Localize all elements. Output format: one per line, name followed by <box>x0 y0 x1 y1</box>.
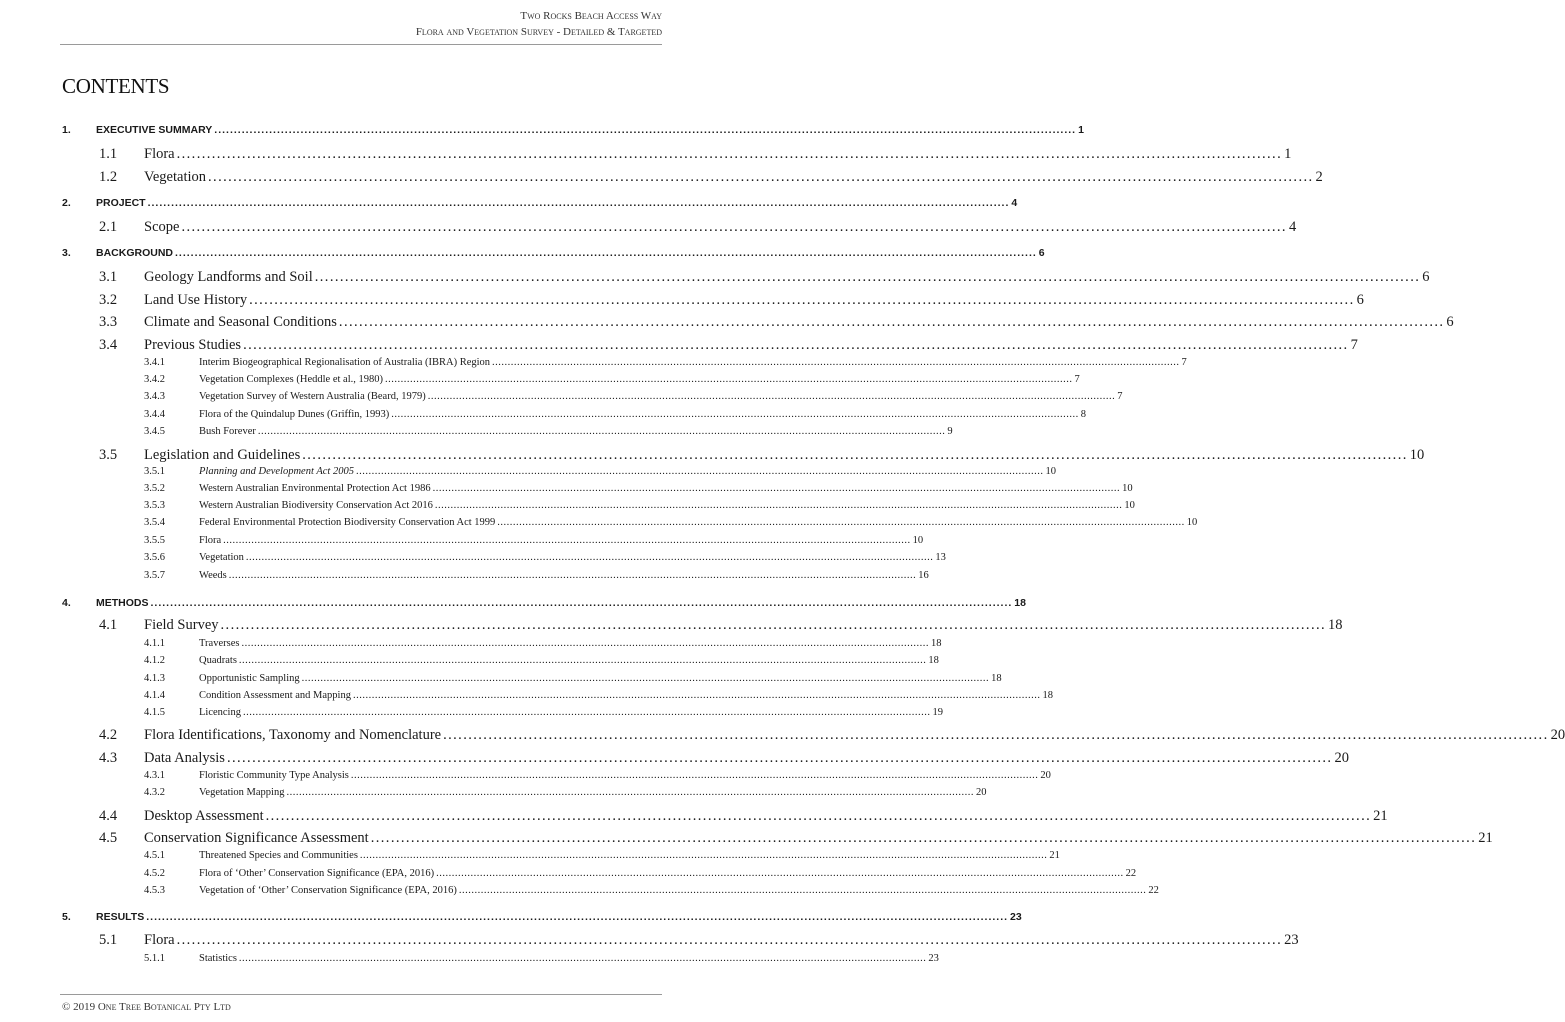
toc-entry-number: 3.5.1 <box>144 466 165 477</box>
toc-entry-number: 4.1 <box>99 617 118 633</box>
toc-entry[interactable] <box>62 535 924 549</box>
footer-divider <box>60 994 662 995</box>
toc-entry-number: 3.1 <box>99 269 118 285</box>
toc-entry-title: Flora of the Quindalup Dunes (Griffin, 1993) <box>199 409 390 420</box>
toc-entry-page: 21 <box>1049 850 1060 861</box>
toc-entry-title: Vegetation <box>144 169 207 185</box>
toc-entry-page: 6 <box>1356 292 1364 308</box>
toc-entry-title: Data Analysis <box>144 750 225 766</box>
toc-entry[interactable] <box>62 707 943 721</box>
toc-entry[interactable] <box>62 868 1137 882</box>
toc-leader-dots: ............................................................................................................................................................................................................................ <box>497 517 1185 528</box>
toc-entry-page: 10 <box>912 535 924 546</box>
toc-entry-title: Flora of ‘Other’ Conservation Significance (EPA, 2016) <box>199 868 435 879</box>
toc-entry[interactable] <box>62 169 1323 189</box>
header-document-title: Two Rocks Beach Access Way <box>520 10 662 22</box>
toc-leader-dots: ............................................................................................................................................................................................................................ <box>458 885 1147 896</box>
toc-entry-title: Vegetation Mapping <box>199 787 285 798</box>
toc-entry-page: 18 <box>991 673 1002 684</box>
toc-entry-title: Vegetation of ‘Other’ Conservation Significance (EPA, 2016) <box>199 885 457 896</box>
toc-entry-number: 3.4.1 <box>144 357 165 368</box>
toc-leader-dots: ............................................................................................................................................................................................................................ <box>238 655 927 666</box>
toc-leader-dots: ............................................................................................................................................................................................................................ <box>176 932 1283 948</box>
toc-entry-page: 10 <box>1045 466 1056 477</box>
toc-entry[interactable] <box>62 426 953 440</box>
toc-entry[interactable] <box>62 655 939 669</box>
toc-entry-title: Climate and Seasonal Conditions <box>144 314 337 330</box>
toc-entry[interactable] <box>62 447 1425 467</box>
toc-entry-title: Traverses <box>199 638 240 649</box>
toc-entry[interactable] <box>62 690 1053 704</box>
toc-entry-page: 7 <box>1181 357 1187 368</box>
toc-entry-number: 5.1.1 <box>144 953 165 964</box>
toc-leader-dots: ............................................................................................................................................................................................................................ <box>181 219 1287 235</box>
toc-leader-dots: ............................................................................................................................................................................................................................ <box>492 357 1180 368</box>
toc-entry-title: Threatened Species and Communities <box>199 850 358 861</box>
toc-entry-title: Previous Studies <box>144 337 242 353</box>
toc-leader-dots: ............................................................................................................................................................................................................................ <box>338 314 1445 330</box>
toc-leader-dots: ............................................................................................................................................................................................................................ <box>220 617 1327 633</box>
toc-leader-dots: ............................................................................................................................................................................................................................ <box>385 374 1073 385</box>
toc-entry-number: 4.5.2 <box>144 868 165 879</box>
toc-entry[interactable] <box>62 570 929 584</box>
toc-entry[interactable] <box>62 911 1022 925</box>
toc-entry-title: Licencing <box>199 707 241 718</box>
toc-leader-dots: ............................................................................................................................................................................................................................ <box>241 638 929 649</box>
toc-entry-page: 22 <box>1125 868 1137 879</box>
toc-entry-number: 4.1.4 <box>144 690 165 701</box>
toc-entry-number: 3.4.5 <box>144 426 165 437</box>
header-document-subtitle: Flora and Vegetation Survey - Detailed & Targeted <box>415 26 662 38</box>
toc-entry-title: Flora <box>144 932 175 948</box>
toc-entry-title: Federal Environmental Protection Biodiversity Conservation Act 1999 <box>199 517 496 528</box>
toc-leader-dots: ............................................................................................................................................................................................................................ <box>257 426 946 437</box>
toc-entry-title: Land Use History <box>144 292 248 308</box>
toc-entry-page: 16 <box>918 570 929 581</box>
page-title: CONTENTS <box>62 74 170 98</box>
toc-entry-number: 4.5 <box>99 830 118 846</box>
toc-entry-title: BACKGROUND <box>96 247 173 259</box>
toc-entry-number: 3.5.3 <box>144 500 165 511</box>
toc-entry-page: 10 <box>1409 447 1425 463</box>
toc-entry-number: 4.1.5 <box>144 707 165 718</box>
toc-entry[interactable] <box>62 269 1430 289</box>
toc-entry-page: 7 <box>1074 374 1080 385</box>
toc-entry-page: 18 <box>930 638 942 649</box>
toc-entry[interactable] <box>62 391 1123 405</box>
toc-entry-number: 4.1.2 <box>144 655 165 666</box>
toc-entry[interactable] <box>62 374 1080 388</box>
toc-leader-dots: ............................................................................................................................................................................................................................ <box>359 850 1048 861</box>
toc-entry-number: 3.5.7 <box>144 570 165 581</box>
toc-leader-dots: ............................................................................................................................................................................................................................ <box>214 124 1077 136</box>
toc-entry-number: 4.1.1 <box>144 638 165 649</box>
toc-entry-title: Quadrats <box>199 655 237 666</box>
toc-entry[interactable] <box>62 314 1454 334</box>
toc-entry-page: 18 <box>928 655 939 666</box>
running-header <box>416 8 662 40</box>
toc-entry-number: 4.3.2 <box>144 787 165 798</box>
toc-entry[interactable] <box>62 552 946 566</box>
toc-entry-page: 6 <box>1422 269 1430 285</box>
toc-leader-dots: ............................................................................................................................................................................................................................ <box>228 570 917 581</box>
toc-entry-title: Legislation and Guidelines <box>144 447 301 463</box>
toc-entry-page: 10 <box>1186 517 1198 528</box>
toc-entry-page: 19 <box>932 707 943 718</box>
toc-entry-number: 4.1.3 <box>144 673 165 684</box>
toc-entry[interactable] <box>62 292 1364 312</box>
header-divider <box>60 44 662 45</box>
toc-entry-title: PROJECT <box>96 197 146 209</box>
toc-entry-page: 18 <box>1042 690 1053 701</box>
toc-entry-title: Scope <box>144 219 180 235</box>
toc-leader-dots: ............................................................................................................................................................................................................................ <box>208 169 1314 185</box>
toc-entry-title: Interim Biogeographical Regionalisation of Australia (IBRA) Region <box>199 357 491 368</box>
toc-entry[interactable] <box>62 617 1343 637</box>
toc-leader-dots: ............................................................................................................................................................................................................................ <box>175 247 1037 259</box>
toc-entry-number: 3.2 <box>99 292 118 308</box>
toc-leader-dots: ............................................................................................................................................................................................................................ <box>242 707 931 718</box>
toc-entry-title: METHODS <box>96 597 149 609</box>
toc-entry[interactable] <box>62 750 1349 770</box>
toc-entry[interactable] <box>62 932 1299 952</box>
toc-entry[interactable] <box>62 787 987 801</box>
toc-entry-page: 18 <box>1328 617 1343 633</box>
toc-entry[interactable] <box>62 197 1018 211</box>
toc-entry[interactable] <box>62 357 1187 371</box>
toc-entry-title: Opportunistic Sampling <box>199 673 300 684</box>
toc-entry-page: 6 <box>1038 247 1045 259</box>
toc-entry-page: 23 <box>1010 911 1022 923</box>
toc-entry-title: Statistics <box>199 953 237 964</box>
toc-entry-title: Conservation Significance Assessment <box>144 830 369 846</box>
toc-entry-number: 1. <box>62 124 71 136</box>
toc-entry-page: 18 <box>1014 597 1026 609</box>
toc-leader-dots: ............................................................................................................................................................................................................................ <box>265 808 1372 824</box>
toc-leader-dots: ............................................................................................................................................................................................................................ <box>147 197 1010 209</box>
toc-entry-title: Vegetation <box>199 552 244 563</box>
toc-leader-dots: ............................................................................................................................................................................................................................ <box>352 690 1041 701</box>
toc-entry-title: Desktop Assessment <box>144 808 264 824</box>
toc-entry-number: 3.5.2 <box>144 483 165 494</box>
toc-entry[interactable] <box>62 337 1358 357</box>
toc-leader-dots: ............................................................................................................................................................................................................................ <box>249 292 1355 308</box>
toc-leader-dots: ............................................................................................................................................................................................................................ <box>301 673 990 684</box>
toc-leader-dots: ............................................................................................................................................................................................................................ <box>146 911 1009 923</box>
toc-entry-title: Field Survey <box>144 617 219 633</box>
toc-leader-dots: ............................................................................................................................................................................................................................ <box>434 500 1123 511</box>
toc-entry-title: Floristic Community Type Analysis <box>199 770 349 781</box>
toc-entry-number: 2. <box>62 197 71 209</box>
toc-entry-page: 13 <box>935 552 946 563</box>
toc-entry-page: 1 <box>1284 146 1292 162</box>
toc-entry-page: 20 <box>1040 770 1051 781</box>
toc-entry[interactable] <box>62 247 1045 261</box>
toc-leader-dots: ............................................................................................................................................................................................................................ <box>370 830 1477 846</box>
toc-entry-page: 23 <box>928 953 939 964</box>
toc-entry[interactable] <box>62 850 1060 864</box>
toc-leader-dots: ............................................................................................................................................................................................................................ <box>436 868 1124 879</box>
toc-entry-title: Flora Identifications, Taxonomy and Nomenclature <box>144 727 442 743</box>
toc-entry[interactable] <box>62 727 1565 747</box>
toc-entry-number: 4.5.1 <box>144 850 165 861</box>
toc-entry-page: 4 <box>1288 219 1297 235</box>
toc-leader-dots: ............................................................................................................................................................................................................................ <box>302 447 1408 463</box>
toc-entry-page: 10 <box>1122 483 1133 494</box>
toc-entry-number: 4.4 <box>99 808 118 824</box>
toc-entry-number: 3.5.5 <box>144 535 165 546</box>
toc-entry-number: 2.1 <box>99 219 118 235</box>
toc-leader-dots: ............................................................................................................................................................................................................................ <box>243 337 1349 353</box>
toc-entry[interactable] <box>62 953 939 967</box>
toc-entry[interactable] <box>62 409 1086 423</box>
toc-entry-title: Flora <box>199 535 222 546</box>
toc-entry-number: 3.5.4 <box>144 517 165 528</box>
toc-entry-title: EXECUTIVE SUMMARY <box>96 124 213 136</box>
toc-entry-number: 3.5.6 <box>144 552 165 563</box>
toc-entry-page: 20 <box>1550 727 1565 743</box>
toc-entry-page: 22 <box>1148 885 1159 896</box>
toc-leader-dots: ............................................................................................................................................................................................................................ <box>226 750 1333 766</box>
toc-entry-number: 4. <box>62 597 71 609</box>
toc-leader-dots: ............................................................................................................................................................................................................................ <box>355 466 1044 477</box>
toc-entry-page: 9 <box>947 426 953 437</box>
toc-entry-number: 4.5.3 <box>144 885 165 896</box>
toc-entry-title: RESULTS <box>96 911 145 923</box>
toc-entry-page: 10 <box>1124 500 1135 511</box>
toc-leader-dots: ............................................................................................................................................................................................................................ <box>427 391 1116 402</box>
toc-entry-number: 5. <box>62 911 71 923</box>
toc-leader-dots: ............................................................................................................................................................................................................................ <box>350 770 1039 781</box>
toc-entry[interactable] <box>62 808 1388 828</box>
toc-entry-page: 23 <box>1284 932 1299 948</box>
toc-entry[interactable] <box>62 885 1159 899</box>
toc-entry-page: 7 <box>1117 391 1123 402</box>
toc-entry-number: 1.1 <box>99 146 118 162</box>
toc-entry[interactable] <box>62 638 942 652</box>
toc-leader-dots: ............................................................................................................................................................................................................................ <box>391 409 1079 420</box>
toc-entry[interactable] <box>62 500 1135 514</box>
toc-entry-page: 6 <box>1446 314 1454 330</box>
toc-entry[interactable] <box>62 146 1292 166</box>
toc-leader-dots: ............................................................................................................................................................................................................................ <box>176 146 1283 162</box>
toc-entry-number: 3.3 <box>99 314 118 330</box>
toc-entry-number: 4.3 <box>99 750 118 766</box>
toc-entry-page: 7 <box>1350 337 1358 353</box>
toc-entry-title: Bush Forever <box>199 426 256 437</box>
toc-entry-page: 20 <box>975 787 987 798</box>
toc-entry-number: 3.4.4 <box>144 409 165 420</box>
toc-entry-title: Weeds <box>199 570 227 581</box>
toc-entry-number: 3.4.3 <box>144 391 165 402</box>
toc-leader-dots: ............................................................................................................................................................................................................................ <box>314 269 1421 285</box>
toc-entry-page: 4 <box>1011 197 1018 209</box>
toc-entry-title: Planning and Development Act 2005 <box>199 466 354 477</box>
toc-entry-number: 4.2 <box>99 727 118 743</box>
toc-entry-number: 3.5 <box>99 447 118 463</box>
toc-entry-title: Flora <box>144 146 175 162</box>
toc-entry-number: 3. <box>62 247 71 259</box>
toc-entry[interactable] <box>62 517 1198 531</box>
toc-entry-number: 3.4.2 <box>144 374 165 385</box>
toc-entry-title: Condition Assessment and Mapping <box>199 690 351 701</box>
toc-entry-title: Western Australian Environmental Protection Act 1986 <box>199 483 431 494</box>
toc-entry[interactable] <box>62 830 1493 850</box>
toc-leader-dots: ............................................................................................................................................................................................................................ <box>238 953 927 964</box>
toc-entry-number: 3.4 <box>99 337 118 353</box>
toc-leader-dots: ............................................................................................................................................................................................................................ <box>150 597 1013 609</box>
toc-entry-page: 20 <box>1334 750 1349 766</box>
toc-leader-dots: ............................................................................................................................................................................................................................ <box>223 535 911 546</box>
toc-entry[interactable] <box>62 219 1297 239</box>
toc-entry[interactable] <box>62 466 1056 480</box>
toc-leader-dots: ............................................................................................................................................................................................................................ <box>443 727 1549 743</box>
toc-entry-page: 21 <box>1478 830 1493 846</box>
toc-entry[interactable] <box>62 124 1084 138</box>
toc-entry[interactable] <box>62 770 1051 784</box>
footer-copyright: © 2019 One Tree Botanical Pty Ltd <box>62 1001 231 1013</box>
toc-leader-dots: ............................................................................................................................................................................................................................ <box>245 552 934 563</box>
toc-entry-number: 5.1 <box>99 932 118 948</box>
toc-leader-dots: ............................................................................................................................................................................................................................ <box>286 787 974 798</box>
toc-entry-page: 8 <box>1080 409 1086 420</box>
toc-entry-page: 2 <box>1315 169 1323 185</box>
toc-entry-page: 1 <box>1078 124 1084 136</box>
toc-entry-page: 21 <box>1373 808 1388 824</box>
toc-entry-title: Vegetation Complexes (Heddle et al., 1980) <box>199 374 383 385</box>
toc-leader-dots: ............................................................................................................................................................................................................................ <box>432 483 1121 494</box>
toc-entry[interactable] <box>62 597 1026 611</box>
toc-entry-title: Western Australian Biodiversity Conservation Act 2016 <box>199 500 433 511</box>
toc-entry-title: Vegetation Survey of Western Australia (Beard, 1979) <box>199 391 426 402</box>
toc-entry[interactable] <box>62 673 1002 687</box>
toc-entry[interactable] <box>62 483 1133 497</box>
toc-entry-number: 1.2 <box>99 169 118 185</box>
toc-entry-title: Geology Landforms and Soil <box>144 269 313 285</box>
toc-entry-number: 4.3.1 <box>144 770 165 781</box>
